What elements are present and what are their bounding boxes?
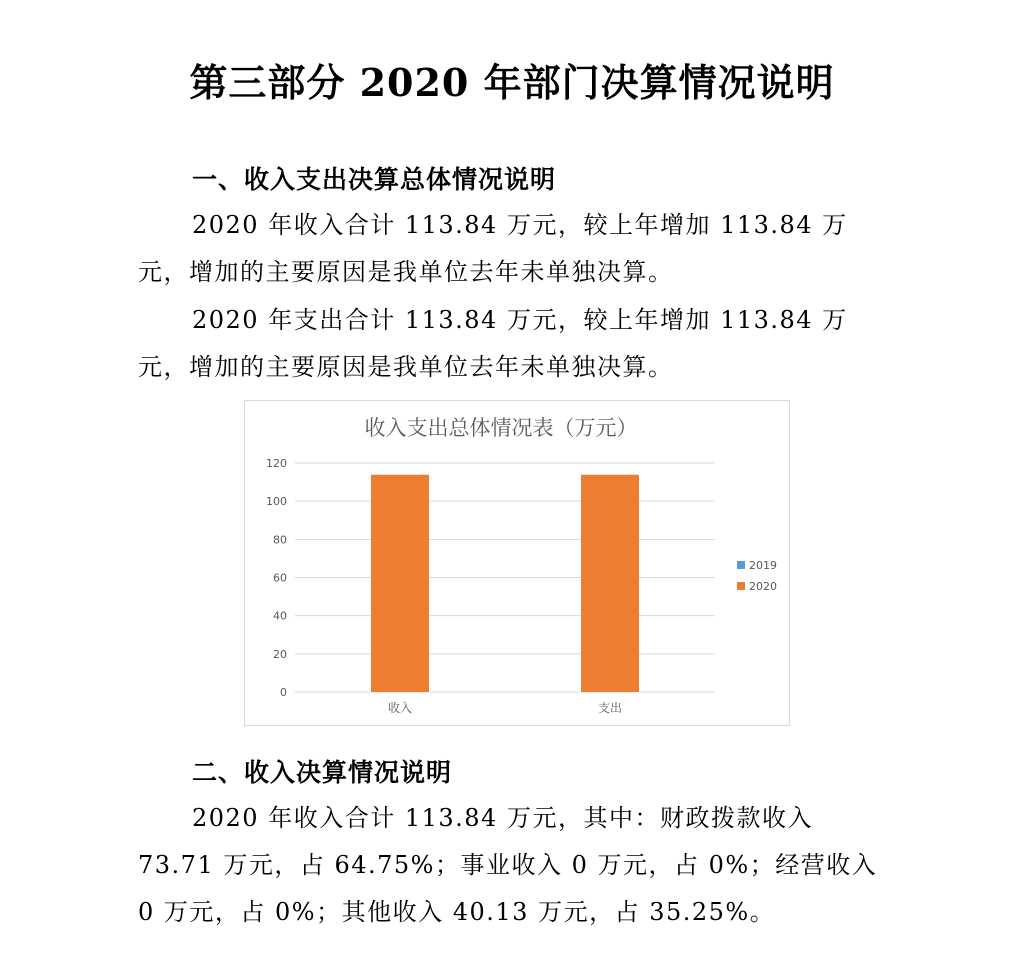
- y-tick-label: 20: [273, 647, 287, 661]
- chart-title: 收入支出总体情况表（万元）: [364, 416, 638, 440]
- y-tick-label: 60: [273, 571, 287, 585]
- legend-label-2019: 2019: [749, 559, 777, 572]
- bar-2020-1: [581, 475, 639, 692]
- x-tick-label: 收入: [387, 701, 413, 715]
- y-tick-label: 120: [266, 457, 287, 470]
- section2-heading: 二、收入决算情况说明: [192, 758, 453, 787]
- legend-label-2020: 2020: [749, 580, 777, 593]
- section1-paragraph-expense: 2020 年支出合计 113.84 万元，较上年增加 113.84 万元，增加的主要原因是我单位去年未单独决算。: [138, 306, 848, 381]
- x-tick-label: 支出: [597, 701, 623, 715]
- section1-heading: 一、收入支出决算总体情况说明: [192, 165, 557, 194]
- income-expense-chart: [244, 400, 790, 726]
- legend-swatch-2020: [737, 582, 745, 590]
- bar-2020-0: [371, 475, 429, 692]
- y-tick-label: 0: [280, 686, 287, 699]
- y-tick-label: 80: [273, 533, 287, 547]
- y-tick-label: 40: [273, 609, 287, 623]
- legend-swatch-2019: [737, 561, 745, 569]
- y-tick-label: 100: [266, 495, 287, 509]
- page-title: 第三部分 2020 年部门决算情况说明: [189, 60, 835, 105]
- section1-paragraph-income: 2020 年收入合计 113.84 万元，较上年增加 113.84 万元，增加的主要原因是我单位去年未单独决算。: [138, 211, 848, 286]
- chart-svg: [245, 401, 789, 725]
- section2-paragraph-income-breakdown: 2020 年收入合计 113.84 万元，其中：财政拨款收入 73.71 万元，占 64.75%；事业收入 0 万元，占 0%；经营收入 0 万元，占 0%；其他收入 40.13 万元，占 35.25%。: [138, 804, 878, 926]
